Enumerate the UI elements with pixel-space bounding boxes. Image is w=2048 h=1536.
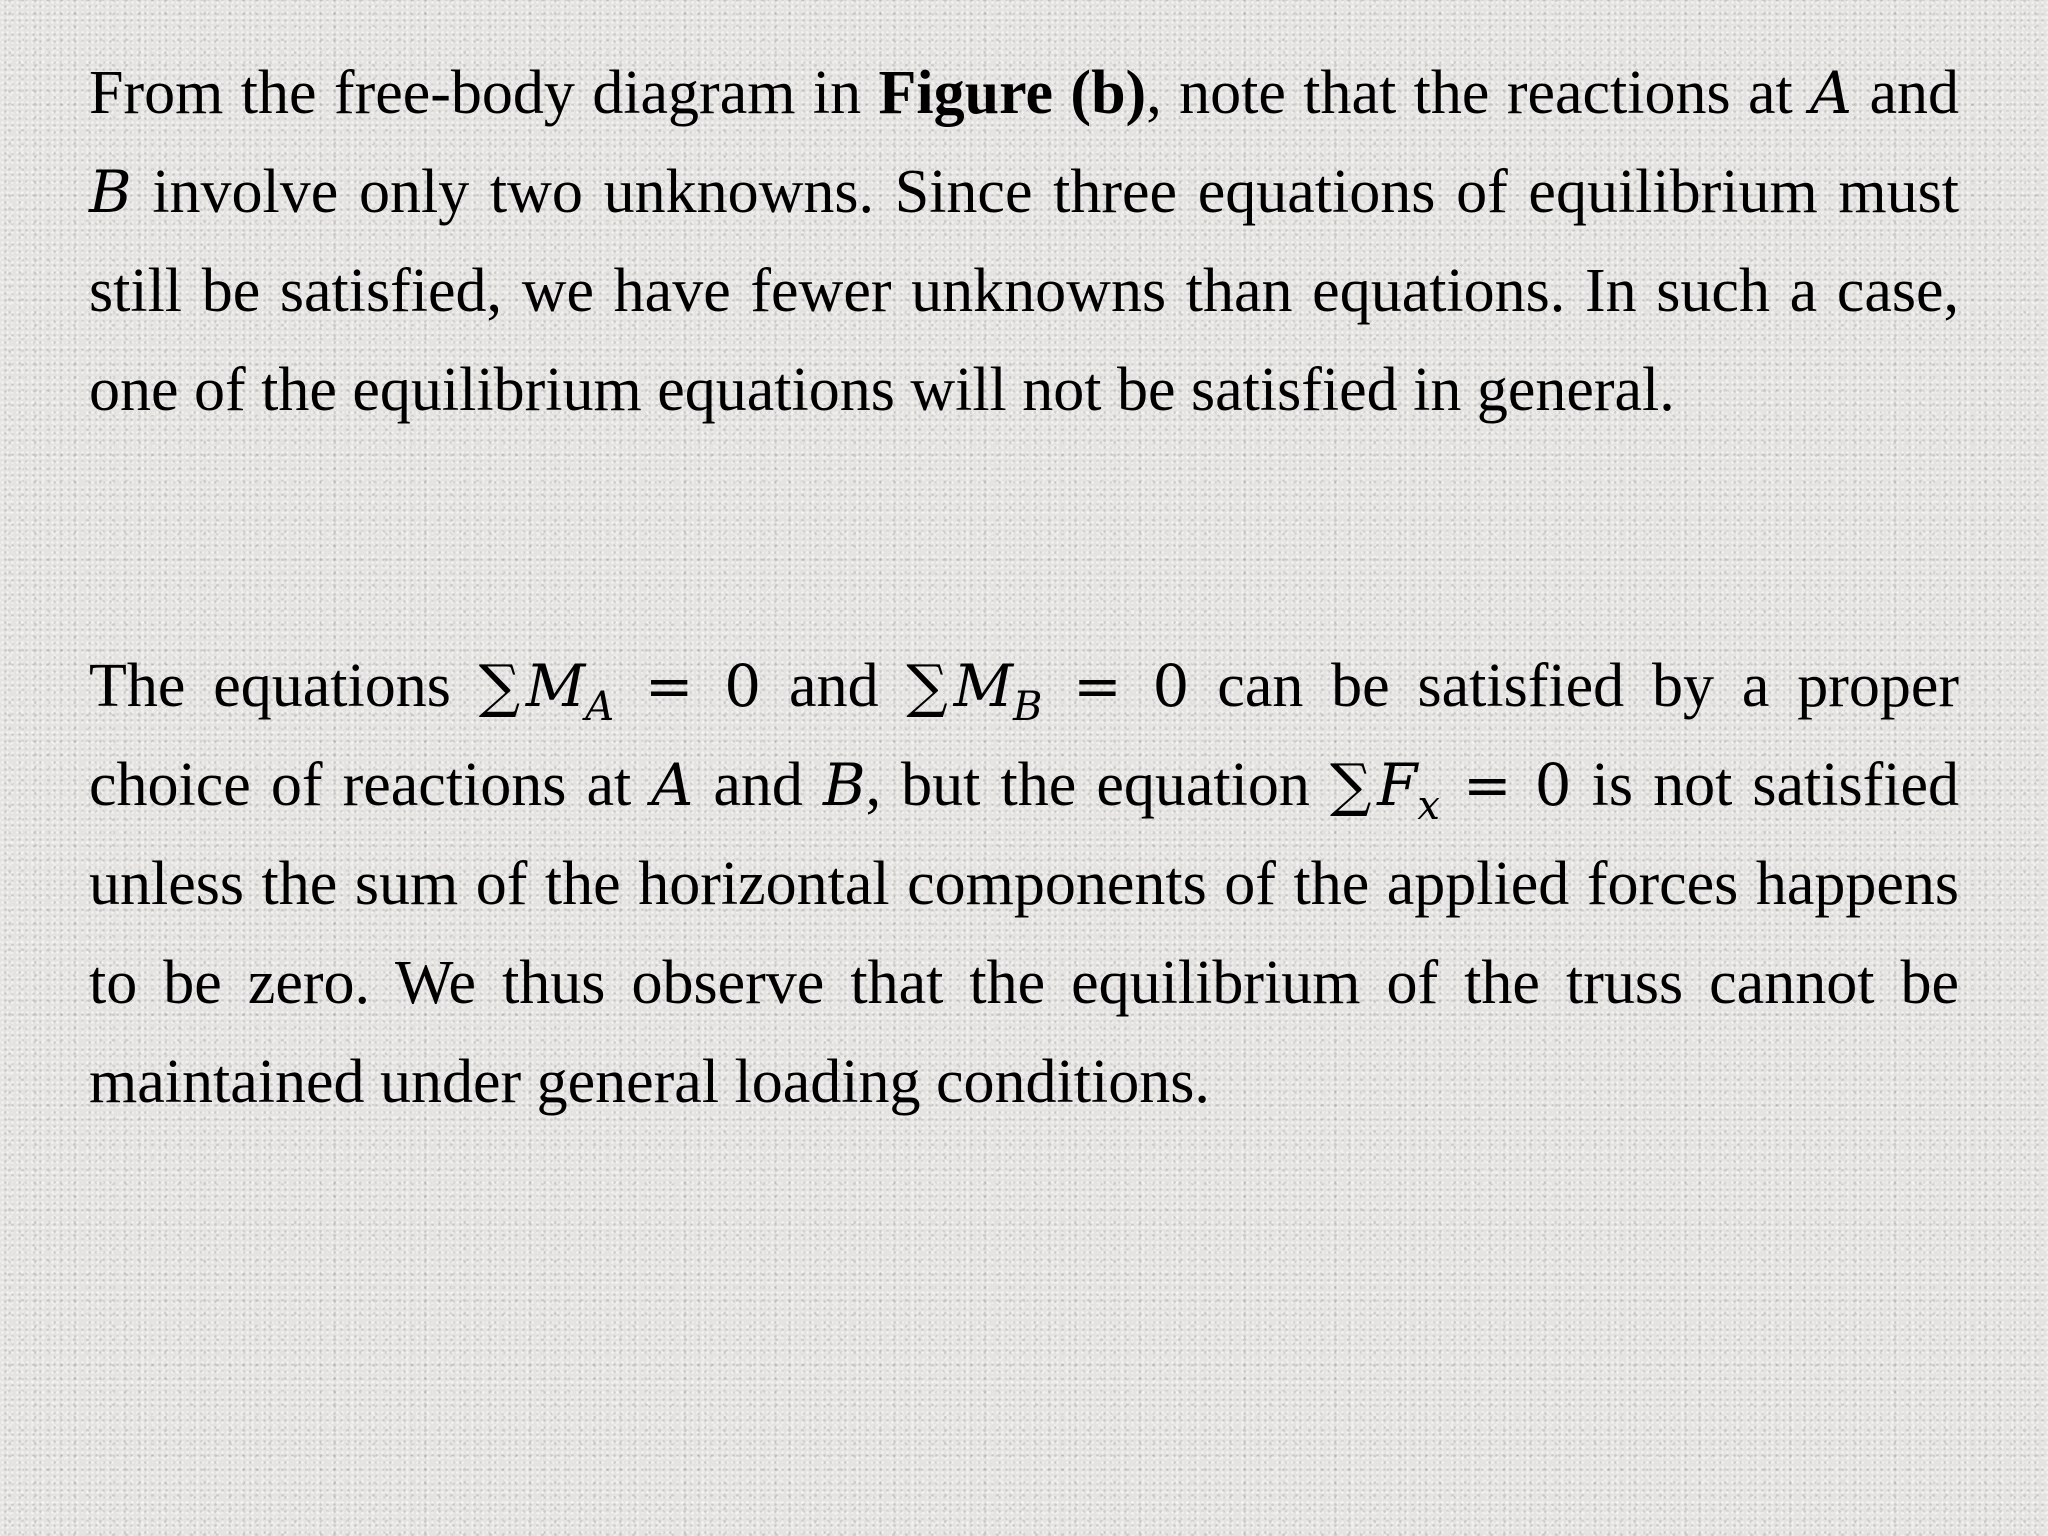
summation-symbol: ∑: [1329, 751, 1372, 819]
text-span: From the free-body diagram in: [89, 59, 879, 127]
equation-variable: F: [1377, 751, 1418, 819]
equation-rest: = 0: [1042, 652, 1190, 720]
variable-b: B: [822, 751, 866, 819]
equation-sum-forces-x: [1329, 751, 1572, 829]
text-span: can be satisfied by a proper choice of reactions at: [89, 652, 1959, 819]
equation-rest: = 0: [1439, 751, 1572, 819]
equation-subscript: A: [585, 684, 615, 730]
paragraph-equilibrium-equations: [89, 637, 1959, 1132]
text-span: and: [761, 652, 907, 720]
variable-b: B: [89, 158, 132, 226]
text-span: , but the equation: [865, 751, 1330, 819]
text-span: and: [693, 751, 823, 819]
text-span: The equations: [89, 652, 479, 720]
text-span: , note that the reactions at: [1146, 59, 1811, 127]
text-span: is not satisfied unless the sum of the horizontal components of the applied forces happens to be zero. We thus observe that the equilibrium of the truss cannot be maintained under general loading conditions.: [89, 751, 1960, 1116]
variable-a: A: [1810, 59, 1853, 127]
figure-reference: Figure (b): [878, 59, 1147, 127]
summation-symbol: ∑: [906, 652, 948, 720]
paragraph-reactions-unknowns: [89, 44, 1959, 440]
text-span: involve only two unknowns. Since three equations of equilibrium must still be satisfied, we have fewer unknowns than equations. In such a case, one of the equilibrium equations will not be satisfied in general.: [89, 158, 1959, 424]
equation-sum-moments-b: [906, 652, 1190, 730]
equation-rest: = 0: [614, 652, 762, 720]
equation-variable: M: [953, 652, 1013, 720]
equation-sum-moments-a: [478, 652, 762, 730]
equation-variable: M: [525, 652, 586, 720]
text-span: and: [1852, 59, 1959, 127]
slide-content: [89, 44, 1959, 1132]
summation-symbol: ∑: [478, 652, 521, 720]
equation-subscript: x: [1417, 783, 1440, 829]
variable-a: A: [651, 751, 694, 819]
equation-subscript: B: [1013, 684, 1043, 730]
